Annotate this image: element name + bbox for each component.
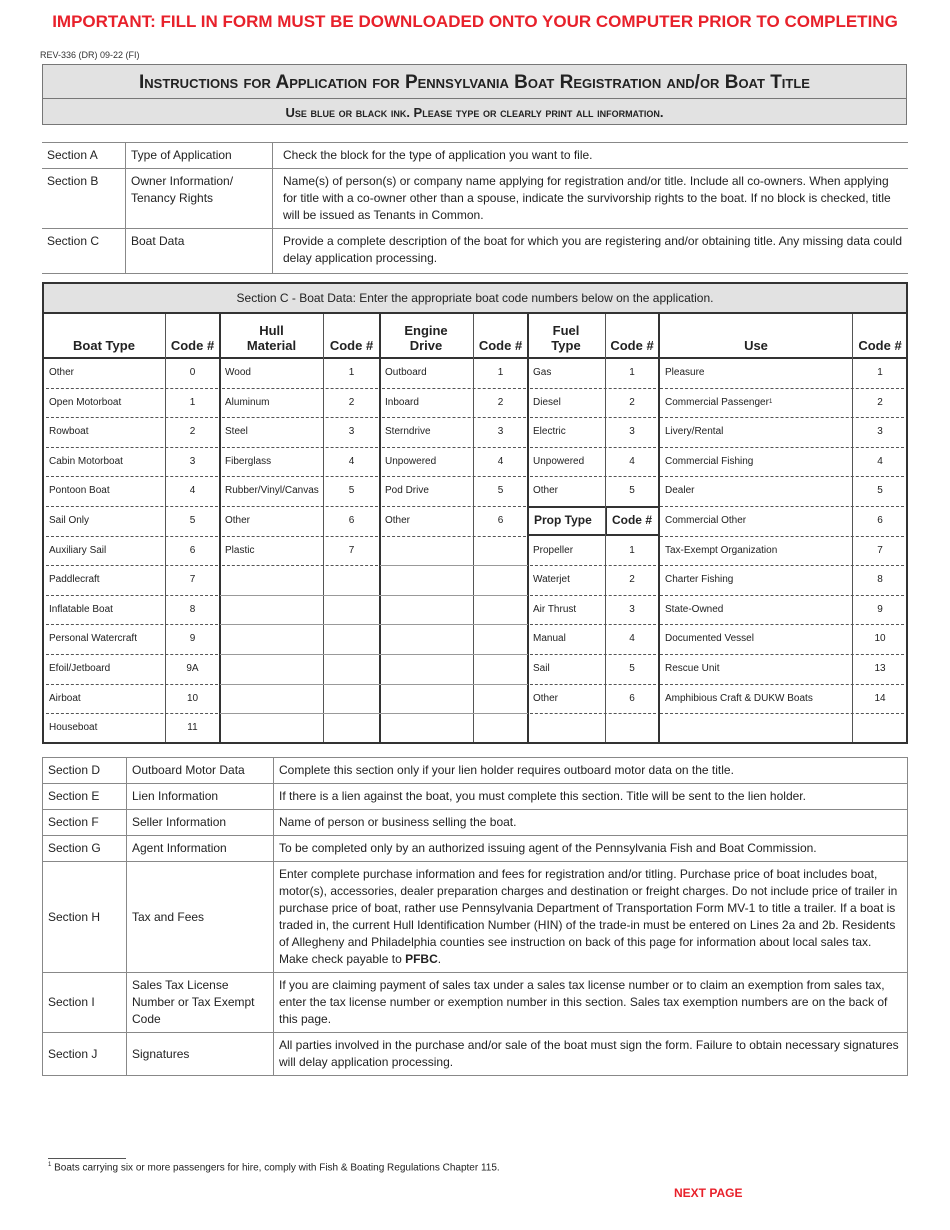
code-item-value: 3 <box>629 426 635 438</box>
code-item-name: Dealer <box>665 485 695 497</box>
sections-bottom-table <box>42 757 908 1076</box>
row-separator <box>660 476 904 477</box>
section-row <box>43 1033 908 1076</box>
footnote: $^1$ Boats carrying six or more passengers for hire, comply with Fish & Boating Regulations Chapter 115. <box>48 1162 500 1174</box>
code-item-value: 1 <box>348 367 355 378</box>
code-item-name: Steel <box>225 426 248 438</box>
code-item-value: 3 <box>629 603 635 615</box>
row-separator <box>46 565 218 566</box>
header-code: Code # <box>170 338 215 353</box>
empty-row-rule <box>220 624 380 625</box>
code-item-name: Manual <box>533 633 566 645</box>
code-item-value: 9 <box>877 603 883 615</box>
code-item-value: 13 <box>874 663 886 674</box>
header-hull-material: Hull Material <box>246 323 297 353</box>
empty-row-rule <box>220 595 380 596</box>
code-item-value: 6 <box>497 515 504 526</box>
code-item-value: 1 <box>629 367 635 378</box>
section-instructions: Name(s) of person(s) or company name applying for registration and/or title. Include all co-owners. When applying for title with a co-owner other than a spouse, indicate the survivorship rights to the boat. If no block is checked, title will be issued as Tenants in Common. <box>273 169 909 229</box>
row-separator <box>660 447 904 448</box>
code-item-name: Gas <box>533 367 552 378</box>
row-separator <box>46 595 218 596</box>
header-fuel-type: Fuel Type <box>551 323 581 353</box>
form-subtitle: Use blue or black ink. Please type or clearly print all information. <box>285 105 664 120</box>
code-item-name: Other <box>385 515 411 526</box>
section-id: Section G <box>43 836 127 862</box>
prop-type-header-box <box>528 506 658 536</box>
section-id: Section F <box>43 810 127 836</box>
section-row <box>43 810 908 836</box>
row-separator <box>46 417 218 418</box>
payee-pfbc: PFBC <box>405 952 438 966</box>
code-item-value: 0 <box>189 367 196 378</box>
section-name: Lien Information <box>127 784 274 810</box>
code-item-name: Other <box>533 692 559 704</box>
code-item-value: 4 <box>348 455 355 467</box>
code-item-name: Efoil/Jetboard <box>49 663 111 674</box>
code-item-name: Outboard <box>385 367 427 378</box>
header-boat-type: Boat Type <box>73 338 135 353</box>
section-id: Section C <box>42 229 126 274</box>
code-item-value: 10 <box>186 692 199 704</box>
section-id: Section H <box>43 862 127 973</box>
column-divider <box>852 314 853 742</box>
row-separator <box>222 565 378 566</box>
row-separator <box>46 447 218 448</box>
code-item-value: 5 <box>629 663 635 674</box>
code-item-name: Rescue Unit <box>665 663 720 674</box>
row-separator <box>382 536 526 537</box>
row-separator <box>530 417 656 418</box>
code-item-name: Sterndrive <box>385 426 431 438</box>
section-row <box>43 784 908 810</box>
column-divider <box>605 314 606 742</box>
code-item-value: 2 <box>497 396 504 408</box>
section-id: Section D <box>43 758 127 784</box>
section-id: Section I <box>43 973 127 1033</box>
empty-row-rule <box>380 595 528 596</box>
code-item-value: 8 <box>877 574 883 586</box>
row-separator <box>660 506 904 507</box>
section-instructions: To be completed only by an authorized issuing agent of the Pennsylvania Fish and Boat Commission. <box>274 836 908 862</box>
header-code: Code # <box>611 513 652 527</box>
column-divider <box>658 314 660 742</box>
row-separator <box>46 476 218 477</box>
code-item-name: Plastic <box>225 544 255 556</box>
row-separator <box>530 447 656 448</box>
row-separator <box>382 388 526 389</box>
code-item-name: Pod Drive <box>385 485 429 497</box>
row-separator <box>660 417 904 418</box>
code-item-name: Unpowered <box>385 455 437 467</box>
row-separator <box>46 713 218 714</box>
row-separator <box>222 388 378 389</box>
row-separator <box>660 684 904 685</box>
section-row <box>42 143 908 169</box>
code-item-value: 1 <box>629 544 635 556</box>
code-item-value: 5 <box>629 485 635 497</box>
code-item-name: Waterjet <box>533 574 570 586</box>
header-code: Code # <box>858 338 902 353</box>
code-item-value: 6 <box>348 515 355 526</box>
row-separator <box>660 654 904 655</box>
download-warning-banner: IMPORTANT: FILL IN FORM MUST BE DOWNLOADED ONTO YOUR COMPUTER PRIOR TO COMPLETING <box>52 12 898 31</box>
row-separator <box>530 388 656 389</box>
code-item-value: 8 <box>189 603 196 615</box>
code-item-name: Tax-Exempt Organization <box>665 544 778 556</box>
code-item-value: 7 <box>189 574 196 586</box>
footnote-marker: 1 <box>768 398 773 405</box>
form-code: REV-336 (DR) 09-22 (FI) <box>40 50 140 60</box>
section-id: Section B <box>42 169 126 229</box>
section-id: Section J <box>43 1033 127 1076</box>
header-use: Use <box>744 338 768 353</box>
code-item-name: Other <box>533 485 559 497</box>
empty-row-rule <box>220 713 380 714</box>
code-item-name: Other <box>225 515 251 526</box>
code-item-value: 2 <box>629 574 635 586</box>
section-instructions: Enter complete purchase information and fees for registration and/or titling. Purchase price of boat includes boat, motor(s), accessories, dealer preparation charges and destination or freight charges. Do not include price of trailer in purchase price of boat, rather use Pennsylvania Department of Transportation Form MV-1 to title a trailer. If a boat is traded in, the current Hull Identification Number (HIN) of the trade-in must be entered on Lines 2a and 2b. Residents of Allegheny and Philadelphia counties see instruction on back of this page for information about local sales tax. Make check payable to PFBC. <box>274 862 908 973</box>
row-separator <box>382 476 526 477</box>
code-item-name: Air Thrust <box>533 603 577 615</box>
code-item-name: Sail <box>533 663 550 674</box>
section-row <box>43 973 908 1033</box>
section-instructions: If you are claiming payment of sales tax under a sales tax license number or to claim an exemption from sales tax, enter the tax license number or exemption number in this section. Sales tax exemption numbers are on the back of this page. <box>274 973 908 1033</box>
row-separator <box>660 388 904 389</box>
column-divider <box>165 314 166 742</box>
code-item-name: Aluminum <box>225 396 270 408</box>
form-header <box>42 64 907 125</box>
code-item-value: 9A <box>186 663 199 674</box>
header-code: Code # <box>478 338 523 353</box>
section-name: Boat Data <box>126 229 273 274</box>
code-item-name: Pontoon Boat <box>49 485 110 497</box>
code-item-name: Personal Watercraft <box>49 633 137 645</box>
row-separator <box>46 624 218 625</box>
code-item-name: Livery/Rental <box>665 426 724 438</box>
row-separator <box>46 506 218 507</box>
code-item-value: 4 <box>629 633 635 645</box>
code-item-name: Amphibious Craft & DUKW Boats <box>665 692 813 704</box>
row-separator <box>530 595 656 596</box>
column-divider <box>219 314 221 742</box>
code-item-value: 10 <box>874 633 886 645</box>
code-item-value: 11 <box>187 722 198 734</box>
boat-codes-caption: Section C - Boat Data: Enter the appropriate boat code numbers below on the application. <box>44 284 906 314</box>
row-separator <box>222 476 378 477</box>
code-item-name: Wood <box>225 367 251 378</box>
row-separator <box>46 684 218 685</box>
code-item-name: Rubber/Vinyl/Canvas <box>225 485 319 497</box>
code-item-value: 3 <box>877 426 883 438</box>
empty-row-rule <box>220 654 380 655</box>
code-item-value: 9 <box>189 633 196 645</box>
code-item-name: Pleasure <box>665 367 705 378</box>
code-item-value: 6 <box>877 515 883 526</box>
row-separator <box>46 536 218 537</box>
code-item-name: Charter Fishing <box>665 574 734 586</box>
code-item-value: 1 <box>497 367 504 378</box>
row-separator <box>222 536 378 537</box>
code-item-value: 2 <box>189 426 196 438</box>
section-instructions: All parties involved in the purchase and/or sale of the boat must sign the form. Failure to obtain necessary signatures will delay application processing. <box>274 1033 908 1076</box>
row-separator <box>222 506 378 507</box>
code-item-value: 6 <box>629 692 635 704</box>
empty-row-rule <box>380 684 528 685</box>
section-row <box>43 836 908 862</box>
code-item-name: Rowboat <box>49 426 89 438</box>
code-item-value: 5 <box>877 485 883 497</box>
code-item-value: 5 <box>348 485 355 497</box>
empty-row-rule <box>380 654 528 655</box>
code-item-name: Electric <box>533 426 566 438</box>
section-name: Sales Tax License Number or Tax Exempt Code <box>127 973 274 1033</box>
code-item-name: Houseboat <box>49 722 98 734</box>
code-item-value: 7 <box>348 544 355 556</box>
code-item-value: 2 <box>348 396 355 408</box>
code-item-value: 3 <box>497 426 504 438</box>
code-item-name: Auxiliary Sail <box>49 544 107 556</box>
code-item-name: Commercial Passenger$^1$ <box>665 396 773 408</box>
code-item-value: 4 <box>189 485 196 497</box>
row-separator <box>660 713 904 714</box>
code-item-value: 6 <box>189 544 196 556</box>
code-item-name: Diesel <box>533 396 561 408</box>
code-item-value: 3 <box>189 455 196 467</box>
footnote-rule <box>48 1158 126 1159</box>
row-separator <box>530 684 656 685</box>
boat-codes-table <box>42 282 908 744</box>
code-item-name: Paddlecraft <box>49 574 100 586</box>
row-separator <box>530 565 656 566</box>
codes-grid <box>44 314 906 742</box>
sections-top-table <box>42 142 908 274</box>
section-name: Owner Information/ Tenancy Rights <box>126 169 273 229</box>
section-instructions: If there is a lien against the boat, you must complete this section. Title will be sent to the lien holder. <box>274 784 908 810</box>
section-row <box>43 862 908 973</box>
empty-row-rule <box>380 565 528 566</box>
row-separator <box>46 388 218 389</box>
code-item-name: Commercial Fishing <box>665 455 754 467</box>
column-divider <box>527 314 529 742</box>
row-separator <box>660 565 904 566</box>
code-item-name: Sail Only <box>49 515 90 526</box>
row-separator <box>382 417 526 418</box>
code-item-value: 5 <box>497 485 504 497</box>
row-separator <box>382 506 526 507</box>
empty-row-rule <box>380 624 528 625</box>
code-item-name: Cabin Motorboat <box>49 455 123 467</box>
section-name: Signatures <box>127 1033 274 1076</box>
header-prop-type: Prop Type <box>534 513 592 527</box>
code-item-value: 4 <box>877 455 883 467</box>
empty-row-rule <box>380 713 528 714</box>
section-instructions: Complete this section only if your lien holder requires outboard motor data on the title. <box>274 758 908 784</box>
section-instructions: Name of person or business selling the boat. <box>274 810 908 836</box>
code-item-value: 1 <box>189 396 196 408</box>
row-separator <box>660 536 904 537</box>
section-row <box>42 169 908 229</box>
section-row <box>42 229 908 274</box>
code-item-value: 4 <box>629 455 635 467</box>
code-item-name: Inflatable Boat <box>49 603 113 615</box>
row-separator <box>222 447 378 448</box>
row-separator <box>222 417 378 418</box>
header-code: Code # <box>610 338 654 353</box>
code-item-name: Commercial Other <box>665 515 747 526</box>
code-item-value: 7 <box>877 544 883 556</box>
code-item-value: 2 <box>877 396 883 408</box>
section-row <box>43 758 908 784</box>
code-item-name: Fiberglass <box>225 455 272 467</box>
column-divider <box>379 314 381 742</box>
next-page-label: NEXT PAGE <box>674 1186 743 1200</box>
code-item-value: 3 <box>348 426 355 438</box>
code-item-value: 14 <box>874 692 886 704</box>
row-separator <box>46 654 218 655</box>
section-id: Section A <box>42 143 126 169</box>
section-instructions: Provide a complete description of the boat for which you are registering and/or obtaining title. Any missing data could delay application processing. <box>273 229 909 274</box>
column-divider <box>473 314 474 742</box>
row-separator <box>530 654 656 655</box>
code-item-name: Other <box>49 367 75 378</box>
code-item-name: Airboat <box>49 692 81 704</box>
code-item-name: Inboard <box>385 396 419 408</box>
section-name: Type of Application <box>126 143 273 169</box>
empty-row-rule <box>220 684 380 685</box>
code-item-value: 1 <box>877 367 883 378</box>
form-title: Instructions for Application for Pennsylvania Boat Registration and/or Boat Title <box>43 65 906 99</box>
row-separator <box>530 476 656 477</box>
row-separator <box>660 624 904 625</box>
row-separator <box>530 624 656 625</box>
row-separator <box>382 447 526 448</box>
section-name: Outboard Motor Data <box>127 758 274 784</box>
column-divider <box>323 314 324 742</box>
header-engine-drive: Engine Drive <box>404 323 448 353</box>
header-code: Code # <box>329 338 374 353</box>
code-item-name: Open Motorboat <box>49 396 122 408</box>
section-id: Section E <box>43 784 127 810</box>
row-separator <box>530 713 656 714</box>
code-item-name: Unpowered <box>533 455 585 467</box>
row-separator <box>660 595 904 596</box>
code-item-name: Propeller <box>533 544 574 556</box>
code-item-name: State-Owned <box>665 603 724 615</box>
section-instructions: Check the block for the type of application you want to file. <box>273 143 909 169</box>
section-name: Agent Information <box>127 836 274 862</box>
code-item-value: 2 <box>629 396 635 408</box>
section-name: Seller Information <box>127 810 274 836</box>
section-name: Tax and Fees <box>127 862 274 973</box>
code-item-value: 5 <box>189 515 196 526</box>
code-item-name: Documented Vessel <box>665 633 754 645</box>
code-item-value: 4 <box>497 455 504 467</box>
